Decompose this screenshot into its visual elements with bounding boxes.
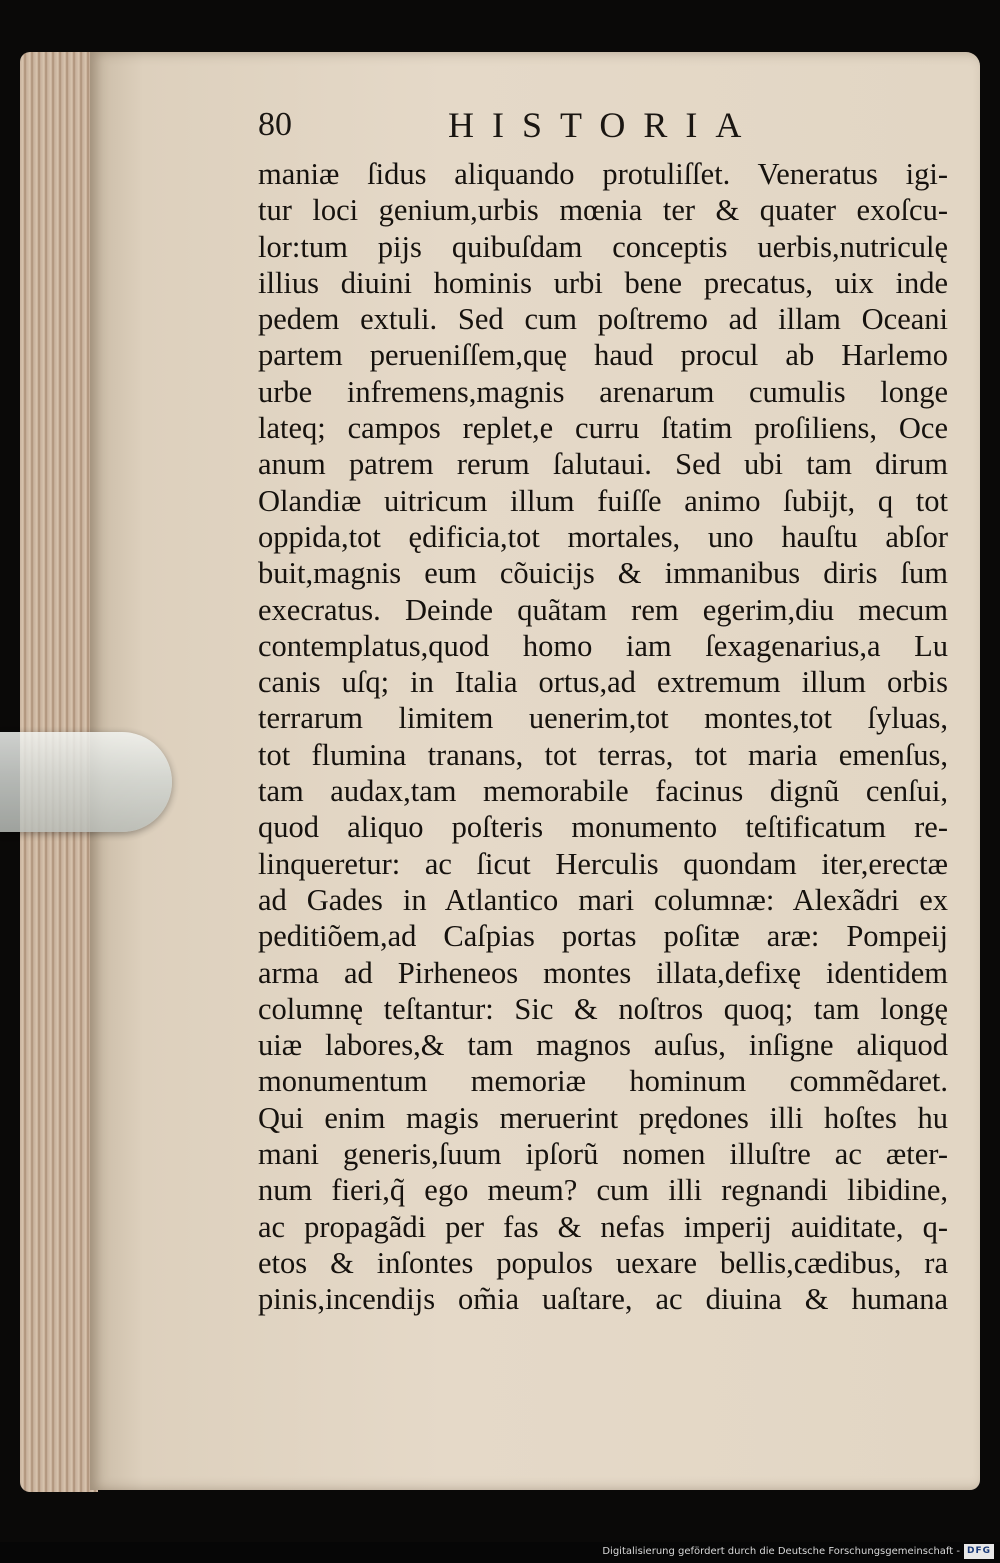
text-line: buit,magnis eum cõuicijs & immanibus diris ſum (258, 556, 948, 591)
text-line: illius diuini hominis urbi bene precatus, uix inde (258, 265, 948, 300)
text-line: tur loci genium,urbis mœnia ter & quater exoſcu- (258, 193, 948, 228)
text-line: Olandiæ uitricum illum fuiſſe animo ſubijt, q tot (258, 483, 948, 518)
text-line: ad Gades in Atlantico mari columnæ: Alexãdri ex (258, 882, 948, 917)
text-line: monumentum memoriæ hominum commẽdaret. (258, 1064, 948, 1099)
text-line: pinis,incendijs om̃ia uaſtare, ac diuina & humana (258, 1282, 948, 1317)
text-line: tot flumina tranans, tot terras, tot maria emenſus, (258, 737, 948, 772)
text-line: num fieri,q̃ ego meum? cum illi regnandi libidine, (258, 1173, 948, 1208)
text-line: lateq; campos replet,e curru ſtatim proſiliens, Oce (258, 411, 948, 446)
text-line: lor:tum pijs quibuſdam conceptis uerbis,nutriculę (258, 229, 948, 264)
text-line: anum patrem rerum ſalutaui. Sed ubi tam dirum (258, 447, 948, 482)
body-text (258, 156, 948, 1318)
text-line: pedem extuli. Sed cum poſtremo ad illam Oceani (258, 302, 948, 337)
text-line: ac propagãdi per fas & nefas imperij auiditate, q- (258, 1209, 948, 1244)
text-line: partem perueniſſem,quę haud procul ab Harlemo (258, 338, 948, 373)
text-line: linqueretur: ac ſicut Herculis quondam iter,erectæ (258, 846, 948, 881)
text-line: etos & inſontes populos uexare bellis,cædibus, ra (258, 1245, 948, 1280)
text-line: terrarum limitem uenerim,tot montes,tot ſyluas, (258, 701, 948, 736)
text-line: urbe infremens,magnis arenarum cumulis longe (258, 374, 948, 409)
dfg-logo: DFG (964, 1544, 994, 1559)
footer-bar (0, 1542, 1000, 1563)
running-title: HISTORIA (448, 105, 760, 145)
page-clip (0, 732, 172, 832)
text-line: maniæ ſidus aliquando protuliſſet. Veneratus igi- (258, 157, 948, 191)
text-line: oppida,tot ędificia,tot mortales, uno hauſtu abſor (258, 519, 948, 554)
text-line: arma ad Pirheneos montes illata,defixę identidem (258, 955, 948, 990)
folio-number: 80 (258, 106, 292, 143)
text-line: quod aliquo poſteris monumento teſtificatum re- (258, 810, 948, 845)
page-header (258, 104, 958, 150)
text-line: execratus. Deinde quãtam rem egerim,diu mecum (258, 592, 948, 627)
funding-credit: Digitalisierung gefördert durch die Deutsche Forschungsgemeinschaft - (602, 1546, 960, 1557)
text-line: peditiõem,ad Caſpias portas poſitæ aræ: Pompeij (258, 919, 948, 954)
text-line: canis uſq; in Italia ortus,ad extremum illum orbis (258, 665, 948, 700)
text-line: uiæ labores,& tam magnos auſus, inſigne aliquod (258, 1028, 948, 1063)
text-line: contemplatus,quod homo iam ſexagenarius,a Lu (258, 628, 948, 663)
text-line: mani generis,ſuum ipſorũ nomen illuſtre ac æter- (258, 1137, 948, 1172)
text-line: columnę teſtantur: Sic & noſtros quoq; tam longę (258, 991, 948, 1026)
text-line: Qui enim magis meruerint prędones illi hoſtes hu (258, 1100, 948, 1135)
text-line: tam audax,tam memorabile facinus dignũ cenſui, (258, 774, 948, 809)
